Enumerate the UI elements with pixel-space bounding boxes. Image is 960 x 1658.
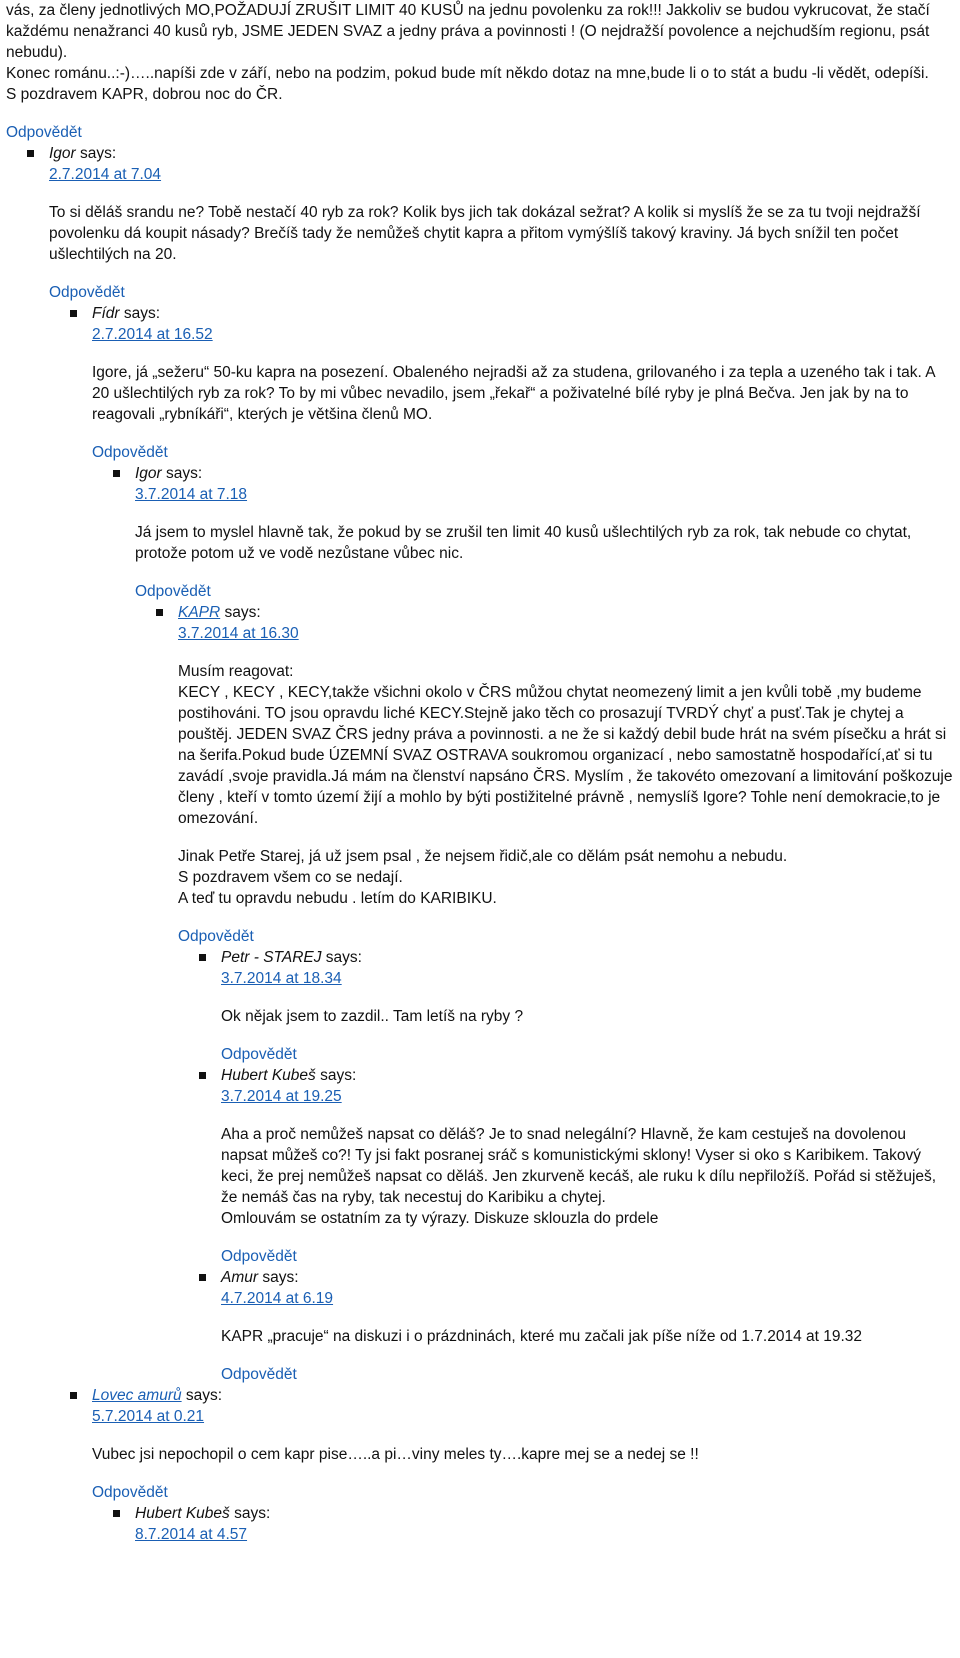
bullet-icon (199, 954, 206, 961)
reply-link[interactable]: Odpovědět (221, 1046, 297, 1063)
reply-link[interactable]: Odpovědět (49, 284, 125, 301)
says-label: says: (320, 1067, 357, 1084)
comment-thread (6, 143, 954, 1545)
comment-date-link[interactable]: 8.7.2014 at 4.57 (135, 1526, 248, 1543)
intro-comment-text (6, 0, 954, 105)
comment-thread (92, 1503, 954, 1545)
reply-link[interactable]: Odpovědět (178, 928, 254, 945)
reply-link[interactable]: Odpovědět (6, 124, 82, 141)
intro-paragraph: Konec románu..:-)…..napíši zde v září, nebo na podzim, pokud bude mít někdo dotaz na mne,bude li o to stát a budu -li vědět, odepíši. (6, 65, 929, 82)
bullet-icon (156, 609, 163, 616)
comment-text: Jinak Petře Starej, já už jsem psal , že nejsem řidič,ale co dělám psát nemohu a nebudu. S pozdravem všem co se nedají. A teď tu opravdu nebudu . letím do KARIBIKU. (178, 848, 788, 907)
comment-author: Igor (135, 465, 162, 482)
says-label: says: (325, 949, 362, 966)
comment-thread (92, 463, 954, 1385)
comment-date-link[interactable]: 4.7.2014 at 6.19 (221, 1290, 334, 1307)
comment-thread (178, 947, 954, 1385)
reply-link[interactable]: Odpovědět (221, 1248, 297, 1265)
comment-thread (135, 602, 954, 1385)
says-label: says: (262, 1269, 299, 1286)
says-label: says: (80, 145, 117, 162)
bullet-icon (113, 1510, 120, 1517)
bullet-icon (199, 1072, 206, 1079)
comment-date-link[interactable]: 5.7.2014 at 0.21 (92, 1408, 205, 1425)
comment-author-link[interactable]: Lovec amurů (92, 1387, 182, 1404)
comment-thread (49, 303, 954, 1545)
comment-text: Musím reagovat: KECY , KECY , KECY,takže všichni okolo v ČRS můžou chytat neomezený limit a jen kvůli tobě ,my budeme postihováni. TO jsou opravdu liché KECY.Stejně jako těch co prosazují TVRDÝ chyť a pusť.Tak je chytej a pouštěj. JEDEN SVAZ ČRS jedny práva a povinnosti. a ne že si každý debil bude hrát na svém písečku a hrát si na šerifa.Pokud bude ÚZEMNÍ SVAZ OSTRAVA soukromou organizací , nebo samostatně hospodařící,ať si tu zavádí ,svoje pravidla.Já mám na členství napsáno ČRS. Myslím , že takovéto omezovaní a limitování poškozuje členy , kteří v tomto území žijí a mohlo by býti postižitelné právně , nemyslíš Igore? Tohle není demokracie,to je omezování. (178, 663, 953, 827)
comment-author-link[interactable]: KAPR (178, 604, 221, 621)
comment (135, 463, 954, 1385)
intro-paragraph: vás, za členy jednotlivých MO,POŽADUJÍ ZRUŠIT LIMIT 40 KUSŮ na jednu povolenku za rok!!! Jakkoliv se budou vykrucovat, že stačí každému nenažranci 40 kusů ryb, JSME JEDEN SVAZ a jedny práva a povinnosti ! (O nejdražší povolence a nejchudším regionu, psát nebudu). (6, 2, 930, 61)
comment-author: Igor (49, 145, 76, 162)
bullet-icon (113, 470, 120, 477)
bullet-icon (70, 1392, 77, 1399)
comment-author: Fídr (92, 305, 120, 322)
reply-link[interactable]: Odpovědět (221, 1366, 297, 1383)
comment-date-link[interactable]: 3.7.2014 at 19.25 (221, 1088, 342, 1105)
bullet-icon (199, 1274, 206, 1281)
comment-text: Já jsem to myslel hlavně tak, že pokud by se zrušil ten limit 40 kusů ušlechtilých ryb za rok, tak nebude co chytat, protože potom už ve vodě nezůstane vůbec nic. (135, 524, 912, 562)
says-label: says: (166, 465, 203, 482)
comment (49, 143, 954, 1545)
comment (221, 1267, 954, 1385)
comment (178, 602, 954, 1385)
comment-text: Aha a proč nemůžeš napsat co děláš? Je to snad nelegální? Hlavně, že kam cestuješ na dovolenou napsat můžeš co?! Ty jsi fakt posranej sráč s komunistickými sklony! Vyser si oko s Karibikem. Takový keci, že prej nemůžeš napsat co děláš. Jen zkurveně kecáš, ale ruku k dílu nepřiložíš. Pořád si stěžuješ, že nemáš čas na ryby, tak necestuj do Karibiku a chytej. Omlouvám se ostatním za ty výrazy. Diskuze sklouzla do prdele (221, 1126, 937, 1227)
comment (221, 947, 954, 1065)
comment (92, 1385, 954, 1545)
comment-author: Petr - STAREJ (221, 949, 322, 966)
says-label: says: (185, 1387, 223, 1404)
comment-author: Amur (221, 1269, 259, 1286)
reply-link[interactable]: Odpovědět (135, 583, 211, 600)
bullet-icon (27, 150, 34, 157)
comment-text: Igore, já „sežeru“ 50-ku kapra na posezení. Obaleného nejradši až za studena, grilovaného i za tepla a uzeného tak i tak. A 20 ušlechtilých ryb za rok? To by mi vůbec nevadilo, jsem „řekař“ a poživatelné bílé ryby je plná Bečva. Jen jak by na to reagovali „rybníkáři“, kterých je většina členů MO. (92, 364, 935, 423)
comment-date-link[interactable]: 2.7.2014 at 7.04 (49, 166, 162, 183)
reply-link[interactable]: Odpovědět (92, 1484, 168, 1501)
bullet-icon (70, 310, 77, 317)
comment-text: Vubec jsi nepochopil o cem kapr pise…..a pi…viny meles ty….kapre mej se a nedej se !! (92, 1446, 699, 1463)
comment (221, 1065, 954, 1267)
comment-author: Hubert Kubeš (221, 1067, 316, 1084)
comment-date-link[interactable]: 3.7.2014 at 7.18 (135, 486, 248, 503)
comment-date-link[interactable]: 3.7.2014 at 16.30 (178, 625, 299, 642)
comment (135, 1503, 954, 1545)
says-label: says: (123, 305, 161, 322)
comment (92, 303, 954, 1385)
comment-date-link[interactable]: 3.7.2014 at 18.34 (221, 970, 342, 987)
comment-text: Ok nějak jsem to zazdil.. Tam letíš na ryby ? (221, 1008, 524, 1025)
says-label: says: (234, 1505, 271, 1522)
comment-text: To si děláš srandu ne? Tobě nestačí 40 ryb za rok? Kolik bys jich tak dokázal sežrat? A kolik si myslíš že se za tu tvoji nejdražší povolenku dá koupit násady? Brečíš tady že nemůžeš chytit kapra a přitom vymýšlíš takový kraviny. Já bych snížil ten počet ušlechtilých na 20. (49, 204, 921, 263)
reply-link[interactable]: Odpovědět (92, 444, 168, 461)
comment-text: KAPR „pracuje“ na diskuzi i o prázdninách, které mu začali jak píše níže od 1.7.2014 at 19.32 (221, 1328, 863, 1345)
comment-author: Hubert Kubeš (135, 1505, 230, 1522)
intro-paragraph: S pozdravem KAPR, dobrou noc do ČR. (6, 86, 283, 103)
says-label: says: (224, 604, 261, 621)
comment-date-link[interactable]: 2.7.2014 at 16.52 (92, 326, 213, 343)
